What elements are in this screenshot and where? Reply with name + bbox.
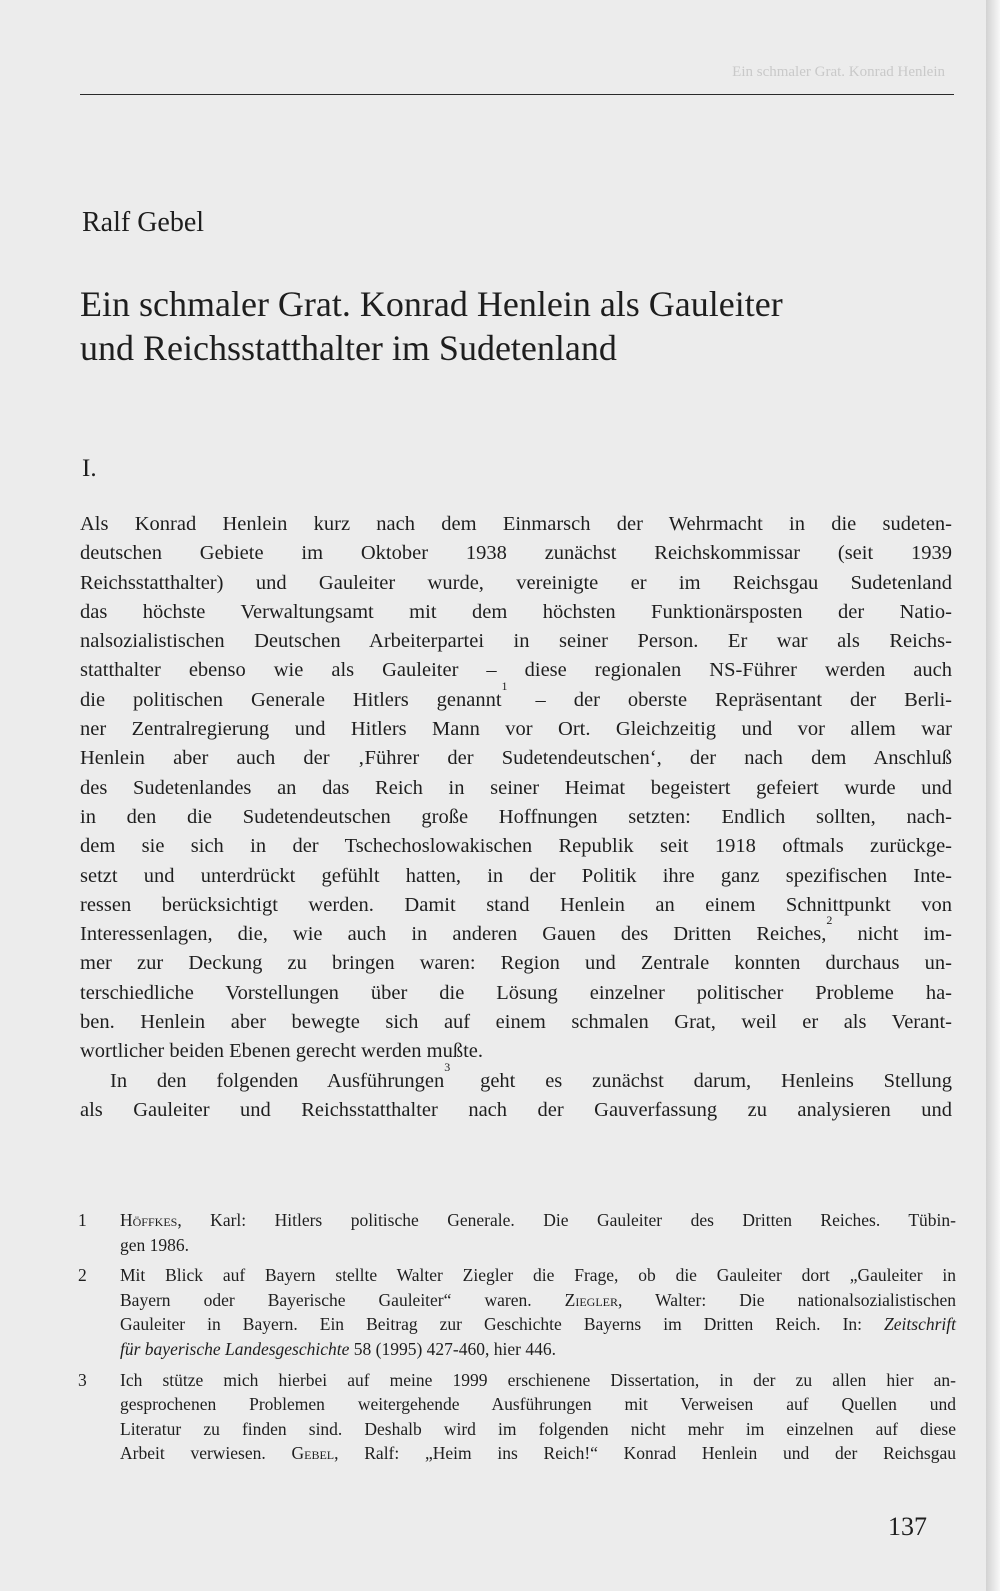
body-line: deutschen Gebiete im Oktober 1938 zunächst Reichskommissar (seit 1939	[80, 542, 952, 565]
author-smallcaps: Ziegler	[564, 1289, 619, 1310]
journal-title-italic: für bayerische Landesgeschichte	[120, 1338, 350, 1359]
body-line: in den die Sudetendeutschen große Hoffnungen setzten: Endlich sollten, nach-	[80, 805, 952, 828]
footnote-line: gen 1986.	[120, 1234, 190, 1255]
body-line: wortlicher beiden Ebenen gerecht werden mußte.	[80, 1040, 483, 1063]
journal-title-italic: Zeitschrift	[884, 1314, 956, 1335]
footnote-line	[120, 1337, 956, 1362]
footnote-text-span: 58 (1995) 427-460, hier 446.	[349, 1338, 556, 1359]
body-line: setzt und unterdrückt gefühlt hatten, in der Politik ihre ganz spezifischen Inte-	[80, 864, 952, 887]
body-line: das höchste Verwaltungsamt mit dem höchsten Funktionärsposten der Natio-	[80, 600, 952, 623]
body-line: Als Konrad Henlein kurz nach dem Einmarsch der Wehrmacht in die sudeten-	[80, 513, 952, 535]
footnote-line: Ich stütze mich hierbei auf meine 1999 erschienene Dissertation, in der zu allen hier an-	[120, 1369, 956, 1390]
bleed-through-header: Ein schmaler Grat. Konrad Henlein	[732, 64, 945, 80]
title-line-2: und Reichsstatthalter im Sudetenland	[80, 328, 617, 368]
footnote-ref-1[interactable]: 1	[501, 678, 508, 693]
footnote-2	[78, 1263, 956, 1361]
body-line: statthalter ebenso wie als Gauleiter – diese regionalen NS-Führer werden auch	[80, 659, 952, 682]
footnote-1	[78, 1208, 956, 1257]
body-text-span: In den folgenden Ausführungen	[110, 1069, 445, 1092]
footnote-text-span: Gauleiter in Bayern. Ein Beitrag zur Geschichte Bayerns im Dritten Reich. In:	[120, 1314, 885, 1335]
body-line	[80, 913, 952, 949]
footnote-line: Mit Blick auf Bayern stellte Walter Ziegler die Frage, ob die Gauleiter dort „Gauleiter in	[120, 1265, 956, 1286]
body-text	[80, 510, 952, 1125]
body-line	[80, 678, 952, 715]
body-line	[80, 1059, 952, 1096]
page-number: 137	[888, 1512, 927, 1541]
author-smallcaps: Gebel	[291, 1443, 335, 1464]
author-smallcaps: Höffkes	[120, 1210, 178, 1230]
title-line-1: Ein schmaler Grat. Konrad Henlein als Gauleiter	[80, 284, 783, 324]
footnote-3	[78, 1368, 956, 1466]
article-title	[80, 282, 950, 370]
author-name: Ralf Gebel	[82, 207, 205, 238]
body-text-span: die politischen Generale Hitlers genannt	[80, 688, 502, 711]
body-line: ben. Henlein aber bewegte sich auf einem schmalen Grat, weil er als Verant-	[80, 1011, 952, 1034]
body-line: als Gauleiter und Reichsstatthalter nach der Gauverfassung zu analysieren und	[80, 1098, 952, 1121]
body-line: ressen berücksichtigt werden. Damit stand Henlein an einem Schnittpunkt von	[80, 893, 952, 916]
body-text-span: nicht im-	[832, 923, 952, 946]
header-rule	[80, 94, 954, 95]
body-line: nalsozialistischen Deutschen Arbeiterpartei in seiner Person. Er war als Reichs-	[80, 630, 952, 653]
footnote-text-span: , Ralf: „Heim ins Reich!“ Konrad Henlein und der Reichsgau	[334, 1443, 956, 1464]
book-spine-shadow	[986, 0, 1000, 1591]
body-line: Henlein aber auch der ‚Führer der Sudetendeutschen‘, der nach dem Anschluß	[80, 747, 952, 770]
body-line: terschiedliche Vorstellungen über die Lösung einzelner politischer Probleme ha-	[80, 981, 952, 1004]
footnote-number: 1	[78, 1210, 87, 1230]
section-number: I.	[82, 455, 97, 482]
footnote-line	[120, 1288, 956, 1313]
footnote-text-span: , Karl: Hitlers politische Generale. Die Gauleiter des Dritten Reiches. Tübin-	[177, 1210, 956, 1230]
footnote-line: gesprochenen Problemen weitergehende Ausführungen mit Verweisen auf Quellen und	[120, 1394, 956, 1415]
body-text-span: – der oberste Repräsentant der Berli-	[507, 688, 952, 711]
footnote-ref-3[interactable]: 3	[444, 1059, 451, 1074]
body-line: Reichsstatthalter) und Gauleiter wurde, vereinigte er im Reichsgau Sudetenland	[80, 571, 952, 594]
body-line: ner Zentralregierung und Hitlers Mann vor Ort. Gleichzeitig und vor allem war	[80, 718, 952, 741]
footnotes	[78, 1208, 956, 1472]
footnote-line: Literatur zu finden sind. Deshalb wird im folgenden nicht mehr im einzelnen auf diese	[120, 1418, 956, 1439]
footnote-number: 2	[78, 1265, 87, 1286]
footnote-text-span: Bayern oder Bayerische Gauleiter“ waren.	[120, 1289, 565, 1310]
footnote-ref-2[interactable]: 2	[826, 913, 833, 928]
footnote-line	[120, 1208, 956, 1233]
footnote-line	[120, 1312, 956, 1337]
body-line: des Sudetenlandes an das Reich in seiner Heimat begeistert gefeiert wurde und	[80, 776, 952, 799]
footnote-line	[120, 1441, 956, 1466]
body-line: dem sie sich in der Tschechoslowakischen Republik seit 1918 oftmals zurückge-	[80, 835, 952, 858]
body-line: mer zur Deckung zu bringen waren: Region und Zentrale konnten durchaus un-	[80, 952, 952, 975]
footnote-number: 3	[78, 1369, 87, 1390]
footnote-text-span: , Walter: Die nationalsozialistischen	[618, 1289, 957, 1310]
footnote-text-span: Arbeit verwiesen.	[120, 1443, 292, 1464]
body-text-span: geht es zunächst darum, Henleins Stellung	[450, 1069, 952, 1092]
body-text-span: Interessenlagen, die, wie auch in anderen Gauen des Dritten Reiches,	[80, 923, 827, 946]
